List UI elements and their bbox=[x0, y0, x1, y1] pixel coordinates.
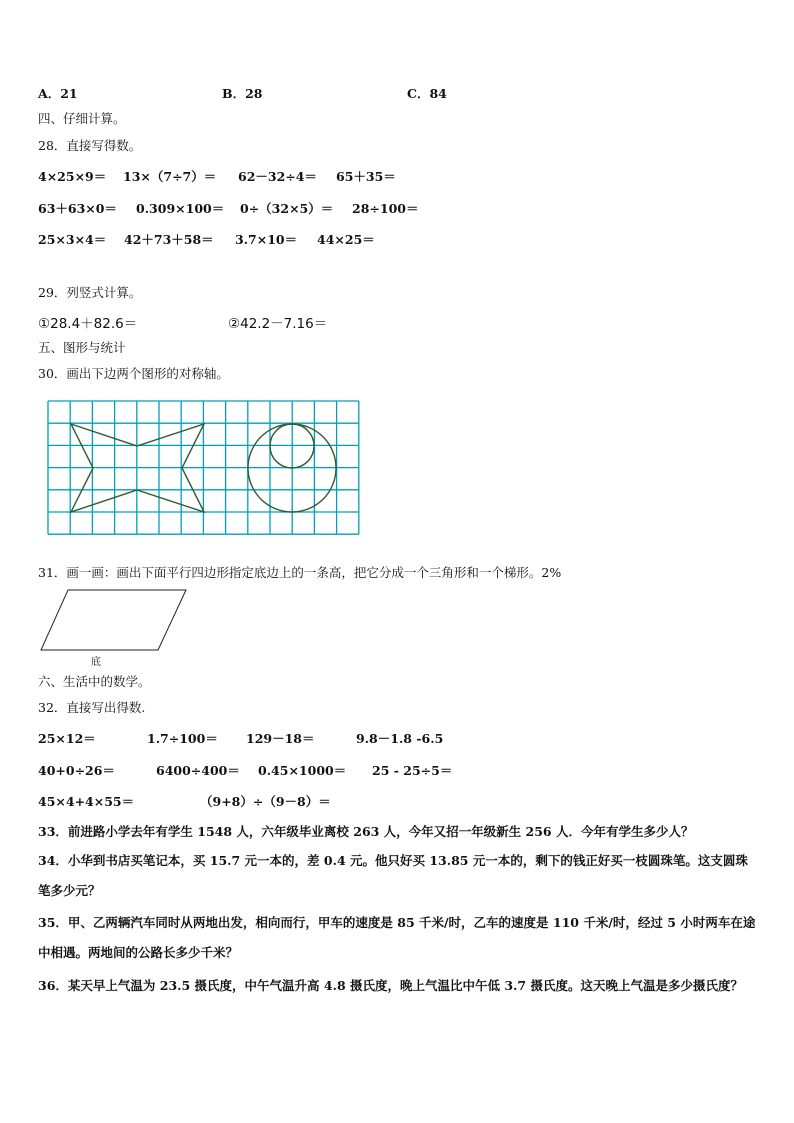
section-6-heading: 六、生活中的数学。 bbox=[38, 674, 151, 689]
base-label: 底 bbox=[91, 657, 101, 668]
q28-title: 28．直接写得数。 bbox=[38, 138, 142, 153]
q28-r1-c1: 4×25×9＝ bbox=[38, 169, 107, 184]
q32-r3-c1: 45×4+4×55＝ bbox=[38, 794, 135, 809]
q32-r1-c4: 9.8－1.8 -6.5 bbox=[356, 731, 444, 746]
q36-text: 36．某天早上气温为 23.5 摄氏度，中午气温升高 4.8 摄氏度，晚上气温比中午低 3.7 摄氏度。这天晚上气温是多少摄氏度？ bbox=[38, 978, 743, 993]
symmetry-grid-figure bbox=[48, 401, 360, 535]
q35-text: 35．甲、乙两辆汽车同时从两地出发，相向而行，甲车的速度是 85 千米/时，乙车的速度是 110 千米/时，经过 5 小时两车在途中相遇。两地间的公路长多少千米？ bbox=[38, 915, 756, 960]
q28-r2-c3: 0÷（32×5）＝ bbox=[240, 201, 334, 216]
section-4-heading: 四、仔细计算。 bbox=[38, 111, 126, 126]
choice-b: B．28 bbox=[222, 86, 263, 101]
q28-r2-c1: 63＋63×0＝ bbox=[38, 201, 117, 216]
q28-r2-c2: 0.309×100＝ bbox=[136, 201, 225, 216]
q32-r2-c3: 0.45×1000＝ bbox=[258, 763, 347, 778]
grid-lines bbox=[48, 401, 359, 534]
q28-r1-c3: 62－32÷4＝ bbox=[238, 169, 317, 184]
q32-r2-c1: 40+0÷26＝ bbox=[38, 763, 115, 778]
q32-r2-c4: 25 - 25÷5＝ bbox=[372, 763, 453, 778]
q31-title: 31．画一画：画出下面平行四边形指定底边上的一条高，把它分成一个三角形和一个梯形。2% bbox=[38, 565, 562, 580]
q30-title: 30．画出下边两个图形的对称轴。 bbox=[38, 366, 229, 381]
q28-r1-c2: 13×（7÷7）＝ bbox=[123, 169, 217, 184]
choice-a: A．21 bbox=[38, 86, 78, 101]
q28-r3-c2: 42＋73＋58＝ bbox=[124, 232, 214, 247]
q32-r2-c2: 6400÷400＝ bbox=[156, 763, 240, 778]
q32-r1-c3: 129－18＝ bbox=[246, 731, 315, 746]
q32-r1-c2: 1.7÷100＝ bbox=[147, 731, 218, 746]
q34-text: 34．小华到书店买笔记本，买 15.7 元一本的，差 0.4 元。他只好买 13.85 元一本的，剩下的钱正好买一枝圆珠笔。这支圆珠笔多少元？ bbox=[38, 853, 748, 898]
parallelogram-figure bbox=[38, 588, 198, 658]
q29-item-1: ①28.4＋82.6＝ bbox=[38, 316, 138, 332]
q28-r3-c3: 3.7×10＝ bbox=[235, 232, 298, 247]
q33-text: 33．前进路小学去年有学生 1548 人，六年级毕业离校 263 人，今年又招一年级新生 256 人．今年有学生多少人？ bbox=[38, 824, 694, 839]
q29-title: 29．列竖式计算。 bbox=[38, 285, 142, 300]
q29-item-2: ②42.2－7.16＝ bbox=[228, 316, 328, 332]
q28-r2-c4: 28÷100＝ bbox=[352, 201, 419, 216]
q32-title: 32．直接写出得数. bbox=[38, 700, 146, 715]
section-5-heading: 五、图形与统计 bbox=[38, 340, 126, 355]
q28-r1-c4: 65＋35＝ bbox=[336, 169, 396, 184]
q28-r3-c1: 25×3×4＝ bbox=[38, 232, 107, 247]
q32-r3-c2: （9+8）÷（9－8）＝ bbox=[200, 794, 331, 809]
q28-r3-c4: 44×25＝ bbox=[317, 232, 375, 247]
q32-r1-c1: 25×12＝ bbox=[38, 731, 96, 746]
choice-c: C．84 bbox=[407, 86, 447, 101]
